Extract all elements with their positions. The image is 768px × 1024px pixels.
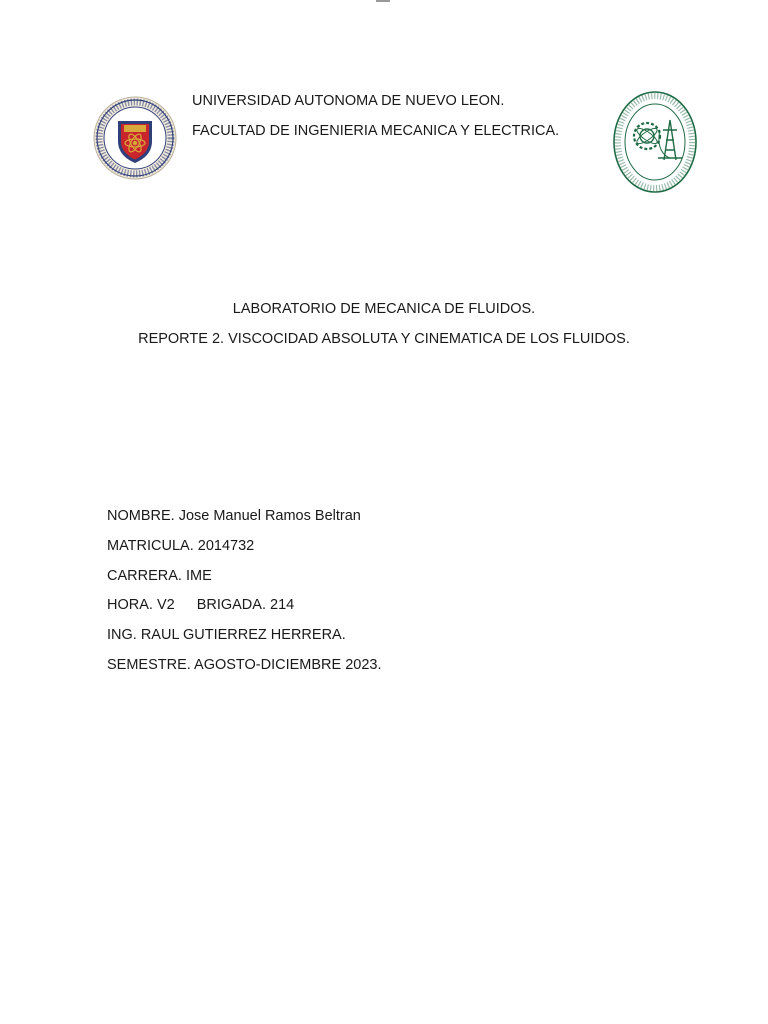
university-name: UNIVERSIDAD AUTONOMA DE NUEVO LEON. bbox=[192, 93, 505, 109]
student-matricula: MATRICULA. 2014732 bbox=[107, 538, 255, 554]
uanl-seal-icon bbox=[92, 95, 178, 181]
lab-title: LABORATORIO DE MECANICA DE FLUIDOS. bbox=[232, 301, 536, 317]
hora-brigada-line bbox=[107, 596, 294, 614]
fime-seal-icon bbox=[612, 90, 698, 194]
student-hora: HORA. V2 bbox=[107, 597, 175, 613]
semester: SEMESTRE. AGOSTO-DICIEMBRE 2023. bbox=[107, 657, 382, 673]
page-top-mark bbox=[376, 0, 390, 2]
instructor-name: ING. RAUL GUTIERREZ HERRERA. bbox=[107, 627, 346, 643]
student-name: NOMBRE. Jose Manuel Ramos Beltran bbox=[107, 508, 361, 524]
student-brigada: BRIGADA. 214 bbox=[196, 597, 295, 613]
faculty-name: FACULTAD DE INGENIERIA MECANICA Y ELECTRICA. bbox=[192, 123, 560, 139]
student-carrera: CARRERA. IME bbox=[107, 568, 212, 584]
report-title: REPORTE 2. VISCOCIDAD ABSOLUTA Y CINEMATICA DE LOS FLUIDOS. bbox=[138, 331, 630, 347]
